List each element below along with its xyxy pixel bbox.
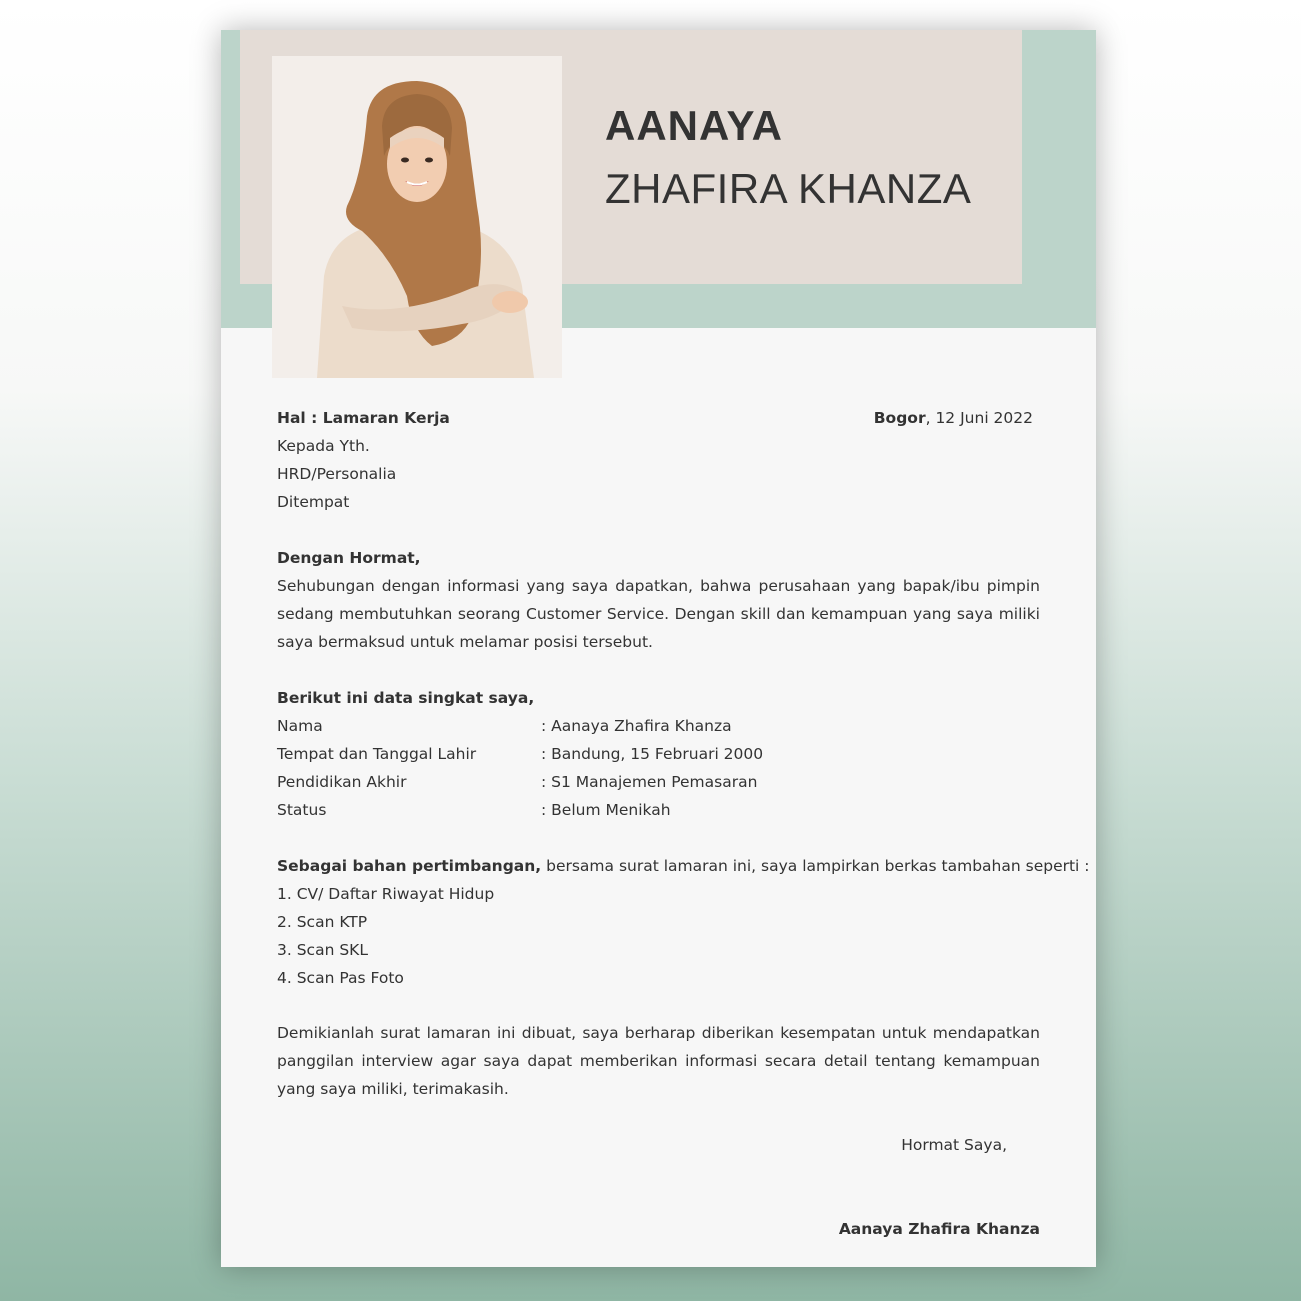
data-heading: Berikut ini data singkat saya, — [277, 689, 535, 707]
portrait-photo-icon — [272, 56, 562, 378]
letter-place: Bogor — [873, 409, 926, 427]
first-name-heading: AANAYA — [605, 102, 783, 149]
data-label: Tempat dan Tanggal Lahir — [277, 745, 477, 763]
profile-photo — [272, 56, 562, 378]
data-value: : Bandung, 15 Februari 2000 — [541, 745, 764, 763]
recipient-line: Ditempat — [277, 493, 350, 511]
signature-name: Aanaya Zhafira Khanza — [838, 1220, 1040, 1238]
data-value: : S1 Manajemen Pemasaran — [541, 773, 758, 791]
closing-paragraph: Demikianlah surat lamaran ini dibuat, saya berharap diberikan kesempatan untuk mendapatkan panggilan interview agar saya dapat memberikan informasi secara detail tentang kemampuan yang saya miliki, terimakasih. — [277, 1024, 1040, 1098]
letter-date: , 12 Juni 2022 — [925, 409, 1033, 427]
data-label: Status — [277, 801, 327, 819]
data-row — [277, 712, 1040, 740]
data-row — [277, 796, 1040, 824]
data-label: Nama — [277, 717, 323, 735]
greeting: Dengan Hormat, — [277, 549, 421, 567]
recipient-line: Kepada Yth. — [277, 437, 370, 455]
data-label: Pendidikan Akhir — [277, 773, 407, 791]
letter-subject: Hal : Lamaran Kerja — [277, 409, 450, 427]
sign-off: Hormat Saya, — [901, 1136, 1007, 1154]
data-row — [277, 768, 1040, 796]
attachment-item: 3. Scan SKL — [277, 941, 368, 959]
last-name-heading: ZHAFIRA KHANZA — [605, 165, 972, 212]
recipient-line: HRD/Personalia — [277, 465, 397, 483]
attachments-lead-rest: bersama surat lamaran ini, saya lampirkan berkas tambahan seperti : — [541, 857, 1090, 875]
data-value: : Belum Menikah — [541, 801, 671, 819]
attachment-item: 2. Scan KTP — [277, 913, 368, 931]
letter-page — [221, 30, 1096, 1267]
letter-date-line — [874, 404, 1033, 432]
data-row — [277, 740, 1040, 768]
attachment-item: 4. Scan Pas Foto — [277, 969, 404, 987]
attachments-lead-bold: Sebagai bahan pertimbangan, — [277, 857, 542, 875]
attachments-lead — [277, 852, 1090, 880]
attachment-item: 1. CV/ Daftar Riwayat Hidup — [277, 885, 495, 903]
data-value: : Aanaya Zhafira Khanza — [541, 717, 732, 735]
intro-paragraph: Sehubungan dengan informasi yang saya dapatkan, bahwa perusahaan yang bapak/ibu pimpin sedang membutuhkan seorang Customer Service. Dengan skill dan kemampuan yang saya miliki saya bermaksud untuk melamar posisi tersebut. — [277, 577, 1040, 651]
